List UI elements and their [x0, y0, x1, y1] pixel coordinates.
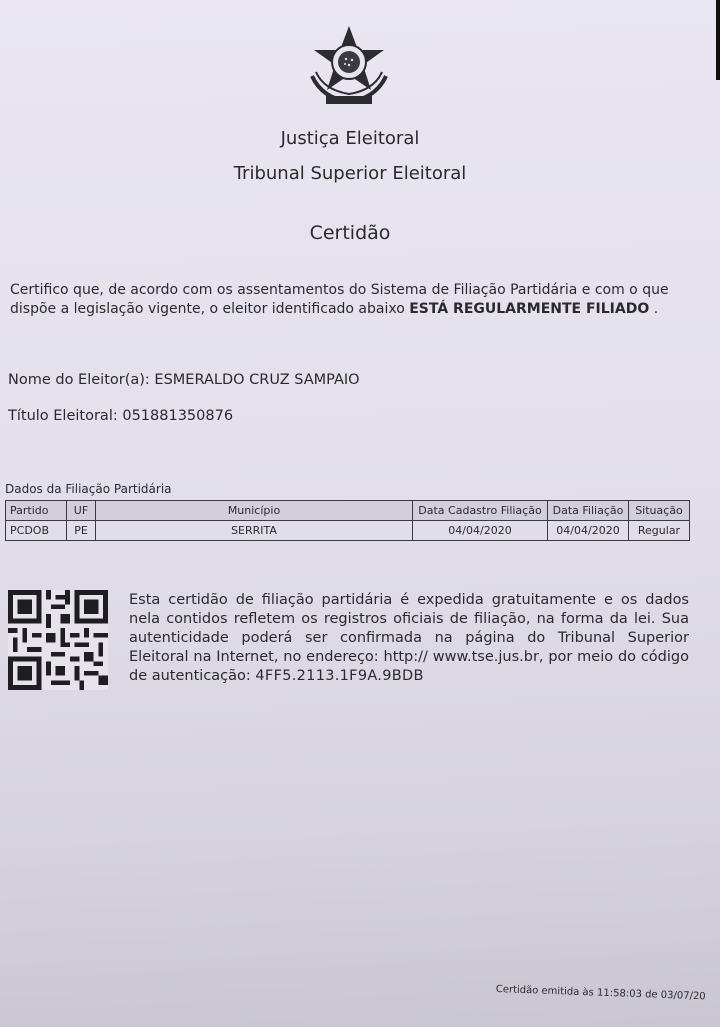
cell-registration-date: 04/04/2020 [413, 521, 548, 541]
voter-name-field [8, 372, 360, 388]
voter-title-label: Título Eleitoral: [8, 408, 118, 424]
authentication-paragraph [129, 591, 689, 686]
brazil-coat-of-arms-icon [302, 24, 396, 108]
voter-name-value: ESMERALDO CRUZ SAMPAIO [154, 372, 360, 388]
header-party: Partido [6, 501, 67, 521]
header-status: Situação [629, 501, 690, 521]
header-municipality: Município [96, 501, 413, 521]
cell-filiation-date: 04/04/2020 [548, 521, 629, 541]
certification-paragraph [10, 281, 690, 319]
institution-heading: Justiça Eleitoral [280, 128, 420, 149]
authentication-text: Esta certidão de filiação partidária é expedida gratuitamente e os dados nela contidos refletem os registros oficiais de filiação, na forma da lei. Sua autenticidade poderá ser confirmada na página do Tribunal Superior Eleitoral na Internet, no endereço: http:// www.tse.jus.br, por meio do código de autenticação: [129, 592, 689, 684]
filiation-table-caption: Dados da Filiação Partidária [5, 482, 172, 496]
filiation-status: ESTÁ REGULARMENTE FILIADO [409, 301, 650, 317]
header-uf: UF [67, 501, 96, 521]
cell-status: Regular [629, 521, 690, 541]
table-header-row [6, 501, 690, 521]
cell-municipality: SERRITA [96, 521, 413, 541]
certification-text: Certifico que, de acordo com os assentamentos do Sistema de Filiação Partidária e com o que dispõe a legislação vigente, o eleitor identificado abaixo [10, 282, 669, 317]
header-filiation-date: Data Filiação [548, 501, 629, 521]
voter-title-value: 051881350876 [122, 408, 234, 424]
header-registration-date: Data Cadastro Filiação [413, 501, 548, 521]
certification-end: . [649, 301, 659, 317]
cell-uf: PE [67, 521, 96, 541]
document-title: Certidão [309, 222, 391, 244]
voter-name-label: Nome do Eleitor(a): [8, 372, 150, 388]
court-heading: Tribunal Superior Eleitoral [233, 163, 467, 184]
table-row [6, 521, 690, 541]
voter-title-field [8, 408, 233, 424]
filiation-table [5, 500, 690, 541]
authentication-code: 4FF5.2113.1F9A.9BDB [255, 668, 424, 684]
page-edge [716, 0, 720, 80]
cell-party: PCDOB [6, 521, 67, 541]
issued-timestamp: Certidão emitida às 11:58:03 de 03/07/20 [495, 984, 706, 1003]
qr-code-icon [6, 590, 110, 690]
